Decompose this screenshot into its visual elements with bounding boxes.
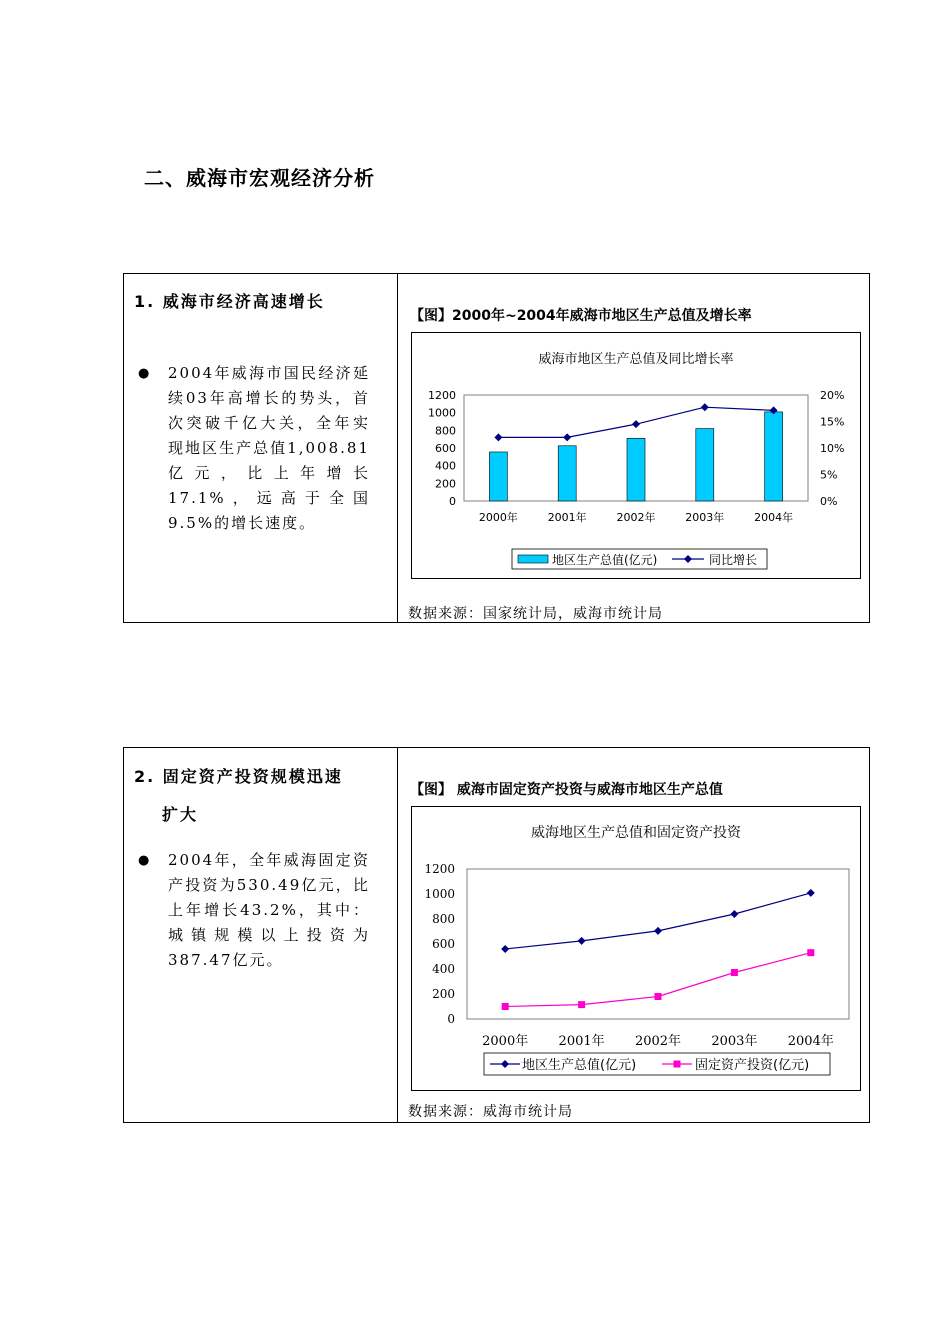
x-tick-label: 2003年 — [711, 1034, 758, 1049]
figure-2-title: 【图】 威海市固定资产投资与威海市地区生产总值 — [410, 782, 723, 798]
gdp-point — [578, 937, 586, 945]
bar-gdp — [627, 438, 645, 501]
chart-1-frame — [411, 332, 861, 579]
gdp-point — [654, 927, 662, 935]
gdp-line — [505, 893, 811, 949]
y-tick-label: 200 — [432, 987, 455, 1001]
column-divider — [397, 748, 398, 1122]
gdp-investment-chart — [412, 807, 860, 1090]
y-tick-label: 0 — [447, 1012, 455, 1026]
bar-gdp — [696, 429, 714, 501]
section-1-heading: 1. 威海市经济高速增长 — [134, 292, 325, 311]
investment-point — [578, 1001, 585, 1008]
investment-point — [655, 993, 662, 1000]
y-tick-label: 200 — [435, 477, 456, 491]
chart-title: 威海地区生产总值和固定资产投资 — [531, 825, 741, 841]
x-tick-label: 2000年 — [478, 511, 518, 524]
section-2-paragraph: 2004年，全年威海固定资产投资为530.49亿元，比上年增长43.2%，其中：城镇规模以上投资为387.47亿元。 — [168, 851, 370, 969]
y-tick-label: 1000 — [424, 887, 455, 901]
bar-gdp — [558, 446, 576, 501]
bar-gdp — [489, 452, 507, 501]
growth-point — [632, 420, 640, 428]
bullet-icon: ● — [138, 853, 150, 868]
x-tick-label: 2000年 — [482, 1034, 529, 1049]
x-tick-label: 2001年 — [558, 1034, 605, 1049]
y2-tick-label: 5% — [820, 468, 838, 482]
y-tick-label: 600 — [435, 442, 456, 455]
x-tick-label: 2002年 — [616, 511, 656, 524]
y-tick-label: 0 — [449, 495, 456, 508]
figure-1-title: 【图】2000年~2004年威海市地区生产总值及增长率 — [410, 308, 752, 324]
investment-point — [731, 969, 738, 976]
chart-2-frame — [411, 806, 861, 1091]
section-2-box — [123, 747, 870, 1123]
x-tick-label: 2004年 — [787, 1034, 834, 1049]
y-tick-label: 400 — [432, 962, 455, 976]
growth-point — [701, 403, 709, 411]
y-tick-label: 800 — [435, 424, 456, 438]
section-1-paragraph: 2004年威海市国民经济延续03年高增长的势头，首次突破千亿大关，全年实现地区生产总值1,008.81亿元，比上年增长17.1%，远高于全国9.5%的增长速度。 — [168, 364, 370, 532]
y-tick-label: 1200 — [428, 389, 456, 402]
page-title: 二、威海市宏观经济分析 — [144, 166, 375, 190]
legend-label: 地区生产总值(亿元) — [552, 553, 658, 567]
bar-gdp — [765, 412, 783, 501]
y2-tick-label: 20% — [820, 389, 845, 402]
y-tick-label: 1000 — [428, 406, 456, 420]
legend-label: 同比增长 — [709, 553, 758, 567]
section-2-heading-line1: 2. 固定资产投资规模迅速 — [134, 767, 343, 786]
y-tick-label: 800 — [432, 912, 455, 926]
column-divider — [397, 274, 398, 622]
investment-point — [807, 949, 814, 956]
y2-tick-label: 15% — [820, 415, 845, 429]
legend-marker-investment — [674, 1061, 681, 1068]
gdp-point — [807, 889, 815, 897]
growth-point — [494, 433, 502, 441]
x-tick-label: 2003年 — [685, 511, 725, 524]
x-tick-label: 2004年 — [754, 511, 794, 524]
y-tick-label: 600 — [432, 937, 455, 951]
legend-label: 地区生产总值(亿元) — [522, 1058, 637, 1073]
gdp-growth-chart — [412, 333, 860, 578]
chart-title: 威海市地区生产总值及同比增长率 — [538, 352, 734, 367]
figure-1-source: 数据来源：国家统计局，威海市统计局 — [408, 606, 663, 622]
section-2-heading-line2: 扩大 — [162, 805, 199, 824]
y2-tick-label: 0% — [820, 495, 838, 508]
gdp-point — [501, 945, 509, 953]
investment-point — [502, 1003, 509, 1010]
y2-tick-label: 10% — [820, 442, 845, 455]
legend-swatch-bar — [518, 555, 548, 563]
y-tick-label: 1200 — [424, 862, 455, 876]
x-tick-label: 2002年 — [634, 1034, 682, 1049]
section-1-box — [123, 273, 870, 623]
legend-label: 固定资产投资(亿元) — [695, 1058, 810, 1073]
x-tick-label: 2001年 — [547, 511, 587, 524]
bullet-icon: ● — [138, 366, 150, 381]
gdp-point — [730, 910, 738, 918]
y-tick-label: 400 — [435, 459, 456, 473]
figure-2-source: 数据来源：威海市统计局 — [408, 1104, 573, 1120]
growth-point — [563, 433, 571, 441]
